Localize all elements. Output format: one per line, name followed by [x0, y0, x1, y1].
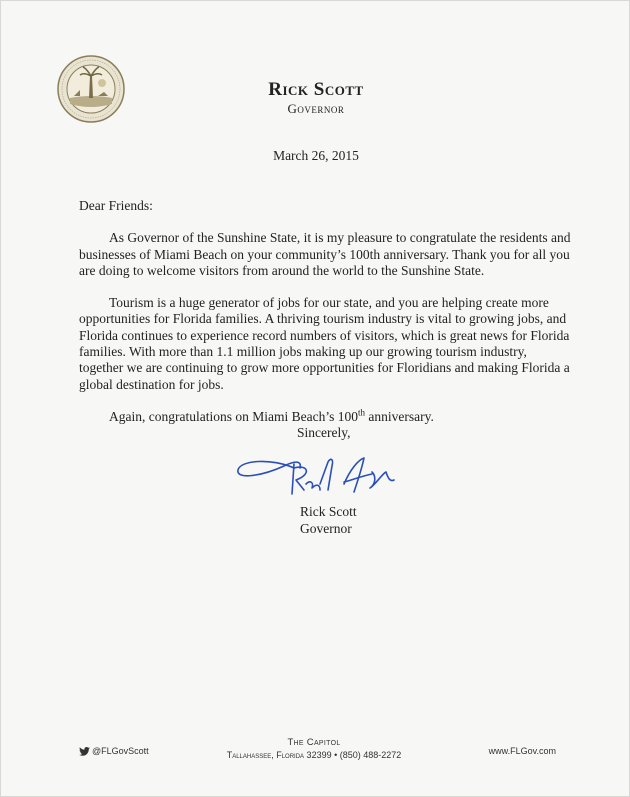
governor-title: Governor [287, 101, 345, 116]
paragraph-3-text: Again, congratulations on Miami Beach’s 100 [109, 408, 358, 424]
signer-block [300, 504, 357, 537]
ordinal-suffix: th [357, 407, 365, 418]
governor-name: Rick Scott [268, 79, 364, 100]
letter-footer [0, 737, 630, 767]
footer-address: Tallahassee, Florida 32399 • (850) 488-2272 [226, 750, 402, 760]
paragraph-3-end: anniversary. [364, 408, 434, 424]
paragraph-3 [79, 409, 571, 425]
footer-capitol: The Capitol [287, 737, 341, 748]
twitter-bird-icon [79, 747, 90, 756]
signature-icon [232, 446, 462, 508]
letterhead [200, 79, 432, 117]
footer-website[interactable]: www.FLGov.com [488, 746, 556, 756]
twitter-handle-text: @FLGovScott [92, 746, 149, 756]
signer-name: Rick Scott [300, 504, 357, 519]
twitter-handle[interactable] [79, 746, 149, 756]
signer-title: Governor [300, 520, 352, 536]
state-seal-icon [56, 54, 126, 124]
salutation: Dear Friends: [79, 198, 153, 213]
paragraph-2: Tourism is a huge generator of jobs for our state, and you are helping create more opportunities for Florida families. A thriving tourism industry is vital to growing jobs, and Florida continues to experience record numbers of visitors, which is great news for Florida families. With more than 1.1 million jobs making up our growing tourism industry, together we are continuing to grow more opportunities for Floridians and making Florida a global destination for jobs. [79, 295, 570, 392]
letter-body [79, 198, 571, 441]
closing: Sincerely, [297, 425, 351, 440]
letter-date: March 26, 2015 [273, 148, 359, 163]
footer-address-block [196, 737, 432, 761]
paragraph-1: As Governor of the Sunshine State, it is my pleasure to congratulate the residents and businesses of Miami Beach on your community’s 100th anniversary. Thank you for all you are doing to welcome visitors from around the world to the Sunshine State. [79, 230, 571, 278]
